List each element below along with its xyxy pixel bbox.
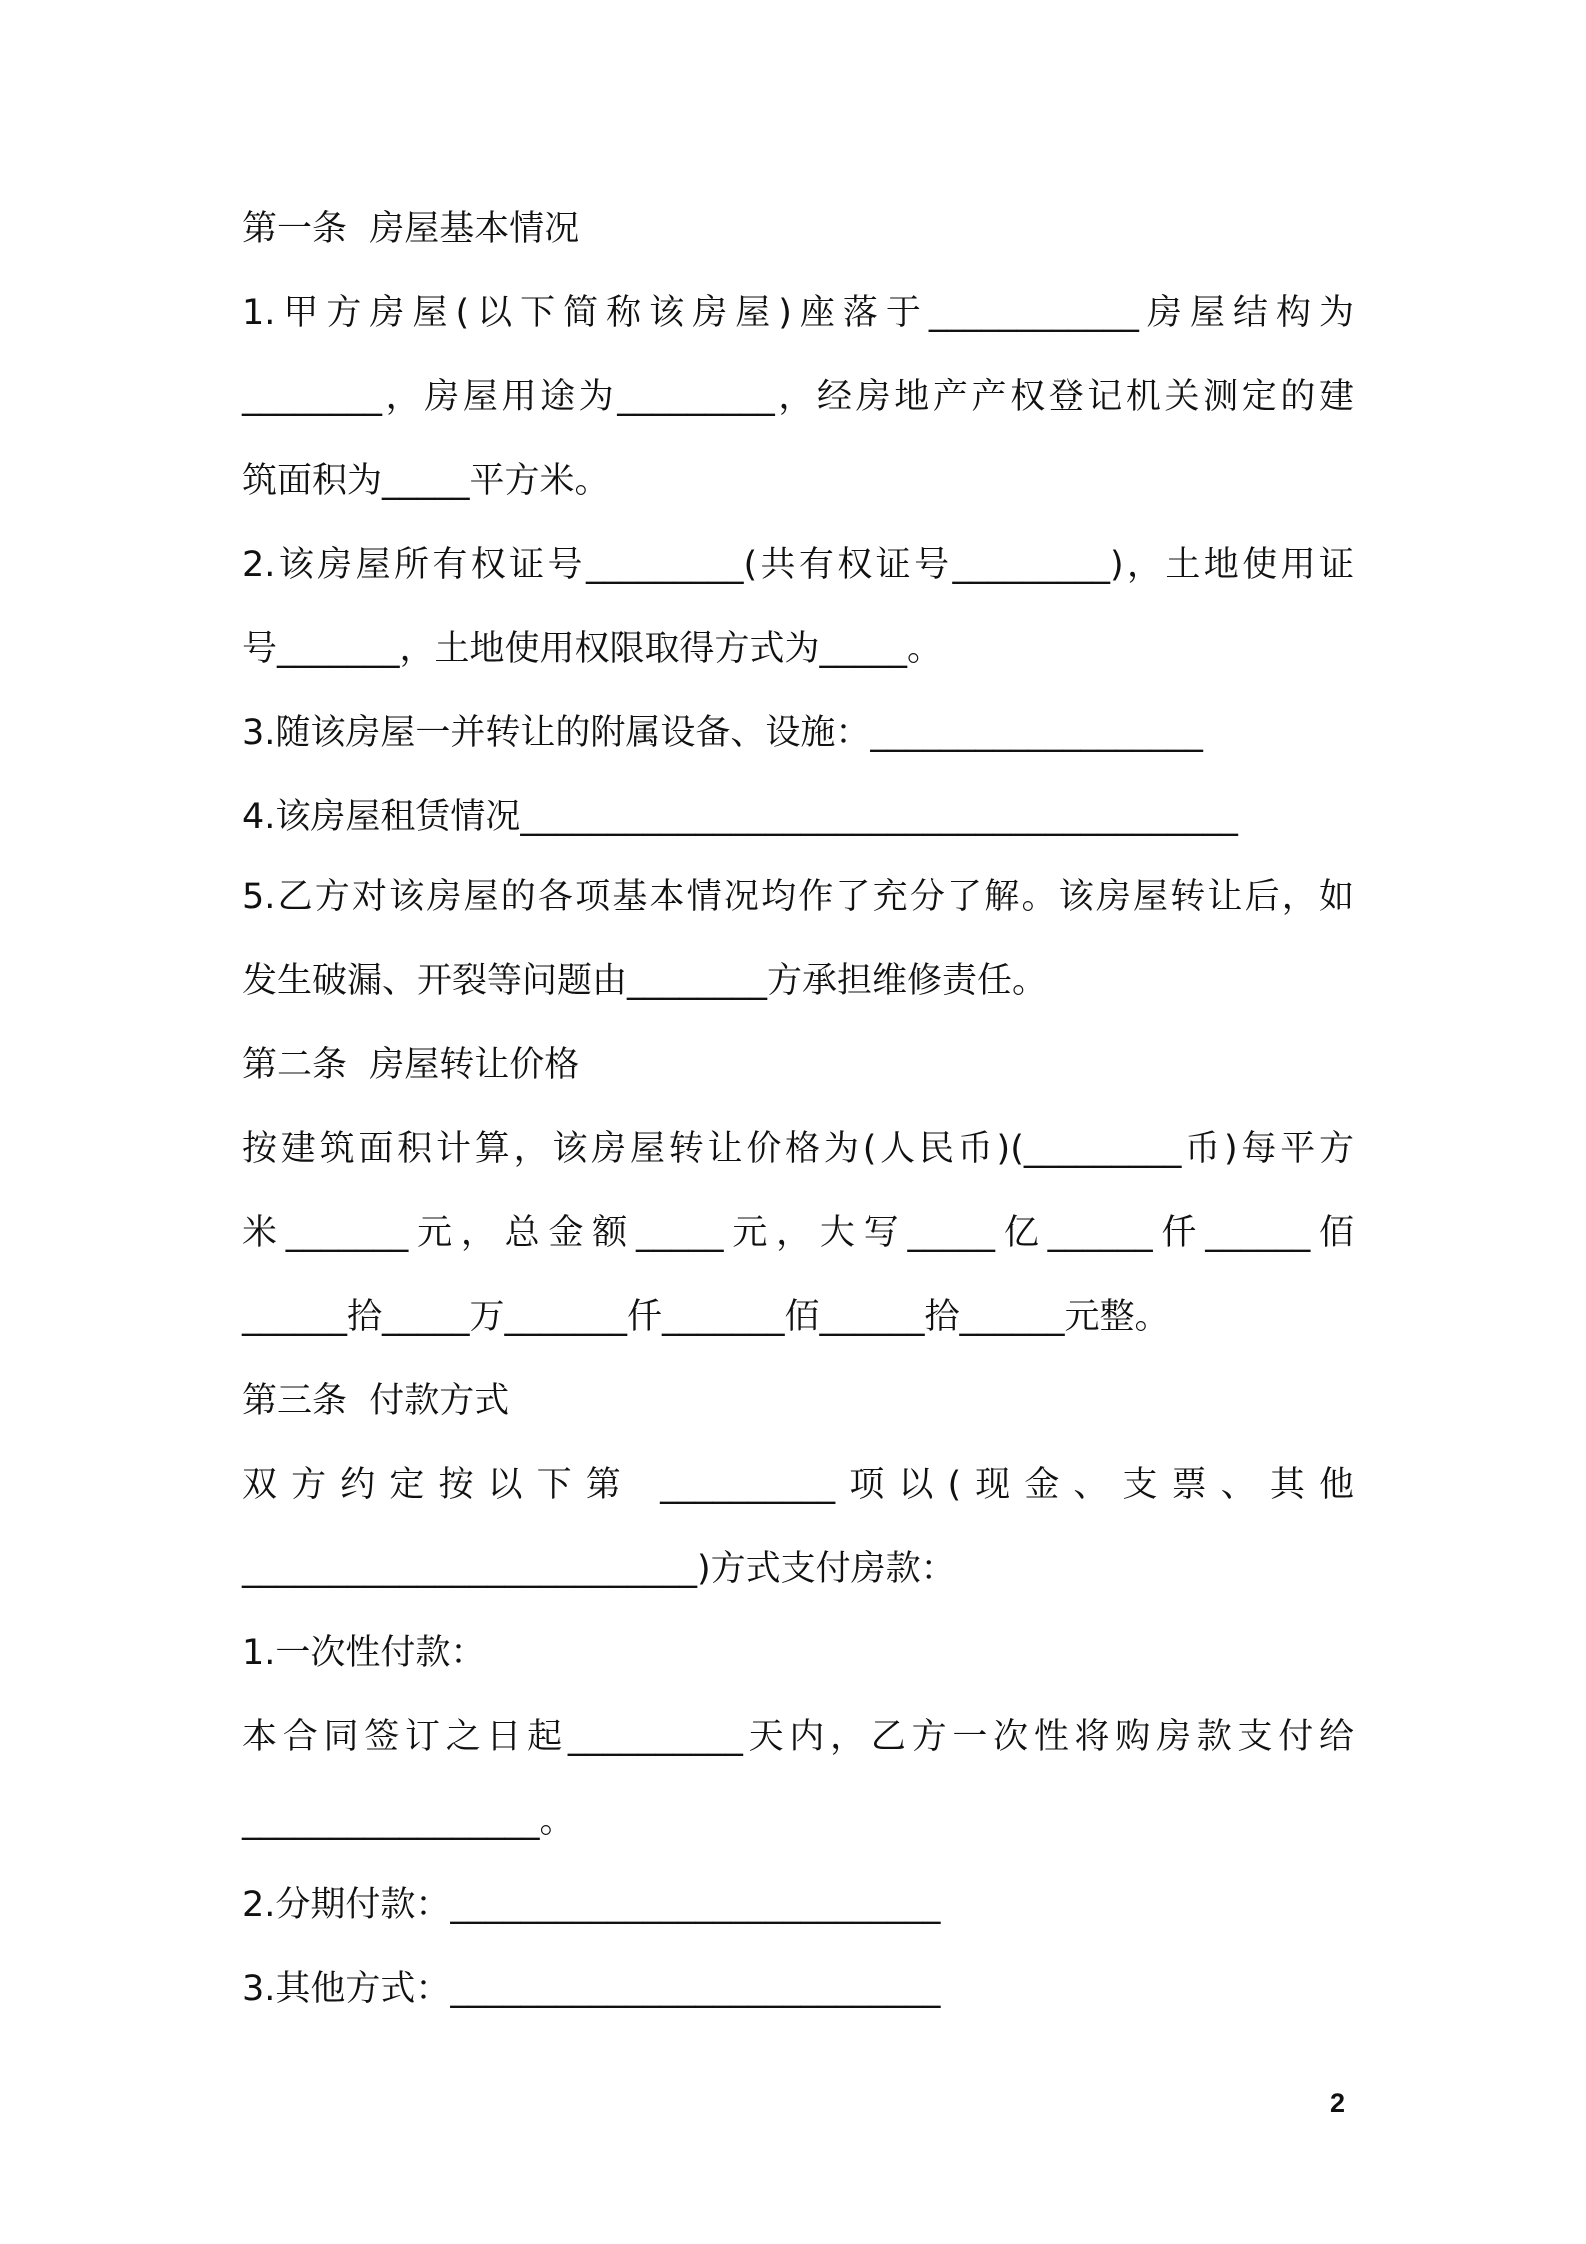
clause-1-line-3: 筑面积为_____平方米。: [242, 461, 610, 501]
lump-sum-heading: 1.一次性付款：: [242, 1633, 486, 1673]
other-method-line: 3.其他方式：____________________________: [242, 1969, 941, 2009]
clause-4-line: 4.该房屋租赁情况_________________________________________: [242, 797, 1238, 837]
installment-line: 2.分期付款：____________________________: [242, 1885, 941, 1925]
clause-5-line-1: 5.乙方对该房屋的各项基本情况均作了充分了解。该房屋转让后，如: [242, 877, 1354, 917]
price-line-2: 米_______元，总金额_____元，大写_____亿______仟______佰: [242, 1213, 1354, 1253]
article-2-heading: 第二条 房屋转让价格: [242, 1045, 580, 1085]
clause-1-line-1: 1.甲方房屋(以下简称该房屋)座落于____________房屋结构为: [242, 293, 1354, 333]
clause-2-line-2: 号_______，土地使用权限取得方式为_____。: [242, 629, 943, 669]
price-line-3: ______拾_____万_______仟_______佰______拾______元整。: [242, 1297, 1170, 1337]
lump-sum-line-1: 本合同签订之日起__________天内，乙方一次性将购房款支付给: [242, 1717, 1354, 1757]
clause-1-line-2: ________，房屋用途为_________，经房地产产权登记机关测定的建: [242, 377, 1354, 417]
lump-sum-line-2: _________________。: [242, 1801, 575, 1841]
clause-3-line: 3.随该房屋一并转让的附属设备、设施：___________________: [242, 713, 1203, 753]
price-line-1: 按建筑面积计算，该房屋转让价格为(人民币)(_________币)每平方: [242, 1129, 1354, 1169]
page-number: 2: [1330, 2088, 1346, 2118]
payment-line-1: 双方约定按以下第 __________项以(现金、支票、其他: [242, 1465, 1354, 1505]
article-1-heading: 第一条 房屋基本情况: [242, 209, 580, 249]
payment-line-2: __________________________)方式支付房款：: [242, 1549, 956, 1589]
clause-2-line-1: 2.该房屋所有权证号_________(共有权证号_________)，土地使用证: [242, 545, 1354, 585]
article-3-heading: 第三条 付款方式: [242, 1381, 510, 1421]
clause-5-line-2: 发生破漏、开裂等问题由________方承担维修责任。: [242, 961, 1048, 1001]
